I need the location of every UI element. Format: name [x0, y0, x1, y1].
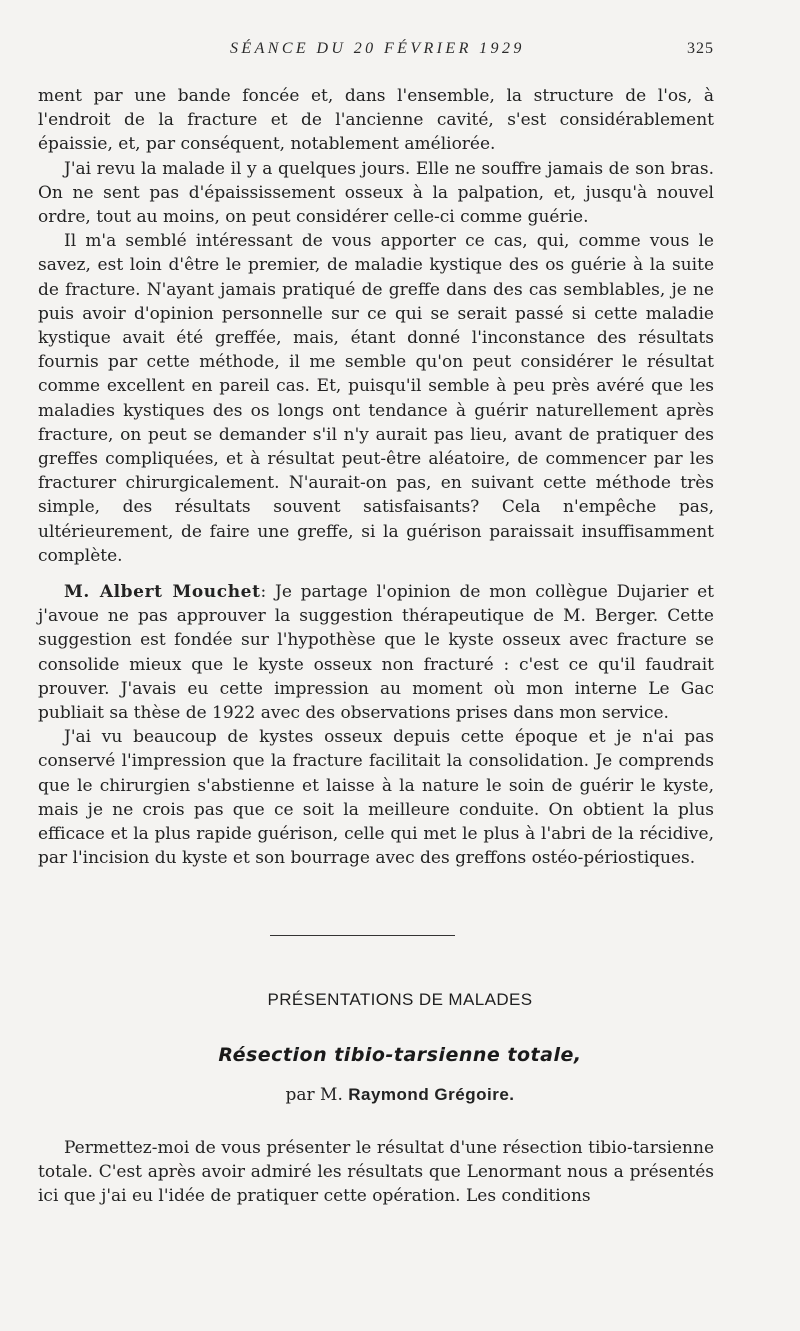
paragraph: ment par une bande foncée et, dans l'ensemble, la structure de l'os, à l'endroit de la fracture et de l'ancienne cavité, s'est considérablement épaissie, et, par conséquent, notablement améliorée.	[38, 86, 714, 155]
paragraph: Il m'a semblé intéressant de vous apporter ce cas, qui, comme vous le savez, est loin d'être le premier, de maladie kystique des os guérie à la suite de fracture. N'ayant jamais pratiqué de greffe dans des cas semblables, je ne puis avoir d'opinion personnelle sur ce qui se serait passé si cette maladie kystique avait été greffée, mais, étant donné l'inconstance des résultats fournis par cette méthode, il me semble qu'on peut considérer le résultat comme excellent en pareil cas. Et, puisqu'il semble à peu près avéré que les maladies kystiques des os longs ont tendance à guérir naturellement après fracture, on peut se demander s'il n'y aurait pas lieu, avant de pratiquer des greffes compliquées, et à résultat peut-être aléatoire, de commencer par les fracturer chirurgicalement. N'aurait-on pas, en suivant cette méthode très simple, des résultats souvent satisfaisants? Cela n'empêche pas, ultérieurement, de faire une greffe, si la guérison paraissait insuffisamment complète.	[38, 231, 714, 566]
running-title: SÉANCE DU 20 FÉVRIER 1929	[230, 40, 525, 57]
speech-text: : Je partage l'opinion de mon collègue Dujarier et j'avoue ne pas approuver la suggestion thérapeutique de M. Berger. Cette suggestion est fondée sur l'hypothèse que le kyste osseux avec fracture se consolide mieux que le kyste osseux non fracturé : c'est ce qu'il faudrait prouver. J'avais eu cette impression au moment où mon interne Le Gac publiait sa thèse de 1922 avec des observations prises dans mon service.	[38, 582, 714, 724]
article-body	[38, 1136, 714, 1209]
section-divider	[270, 935, 455, 936]
body-text	[38, 84, 714, 871]
discussion-paragraph	[38, 580, 714, 725]
byline-prefix: par M.	[285, 1085, 343, 1105]
running-head	[0, 40, 800, 64]
author-name: Raymond Grégoire.	[348, 1085, 515, 1104]
article-title: Résection tibio-tarsienne totale,	[218, 1044, 582, 1066]
paragraph: J'ai revu la malade il y a quelques jours. Elle ne souffre jamais de son bras. On ne sent pas d'épaississement osseux à la palpation, et, jusqu'à nouvel ordre, tout au moins, on peut considérer celle-ci comme guérie.	[38, 158, 714, 228]
speaker-name: M. Albert Mouchet	[64, 582, 261, 603]
paragraph: J'ai vu beaucoup de kystes osseux depuis cette époque et je n'ai pas conservé l'impression que la fracture facilitait la consolidation. Je comprends que le chirurgien s'abstienne et laisse à la nature le soin de guérir le kyste, mais je ne crois pas que ce soit la meilleure conduite. On obtient la plus efficace et la plus rapide guérison, celle qui met le plus à l'abri de la récidive, par l'incision du kyste et son bourrage avec des greffons ostéo-périostiques.	[38, 727, 714, 869]
section-heading: PRÉSENTATIONS DE MALADES	[267, 990, 533, 1009]
page-number: 325	[687, 40, 714, 57]
byline	[0, 1085, 800, 1105]
paragraph: Permettez-moi de vous présenter le résultat d'une résection tibio-tarsienne totale. C'est après avoir admiré les résultats que Lenormant nous a présentés ici que j'ai eu l'idée de pratiquer cette opération. Les conditions	[38, 1138, 714, 1207]
